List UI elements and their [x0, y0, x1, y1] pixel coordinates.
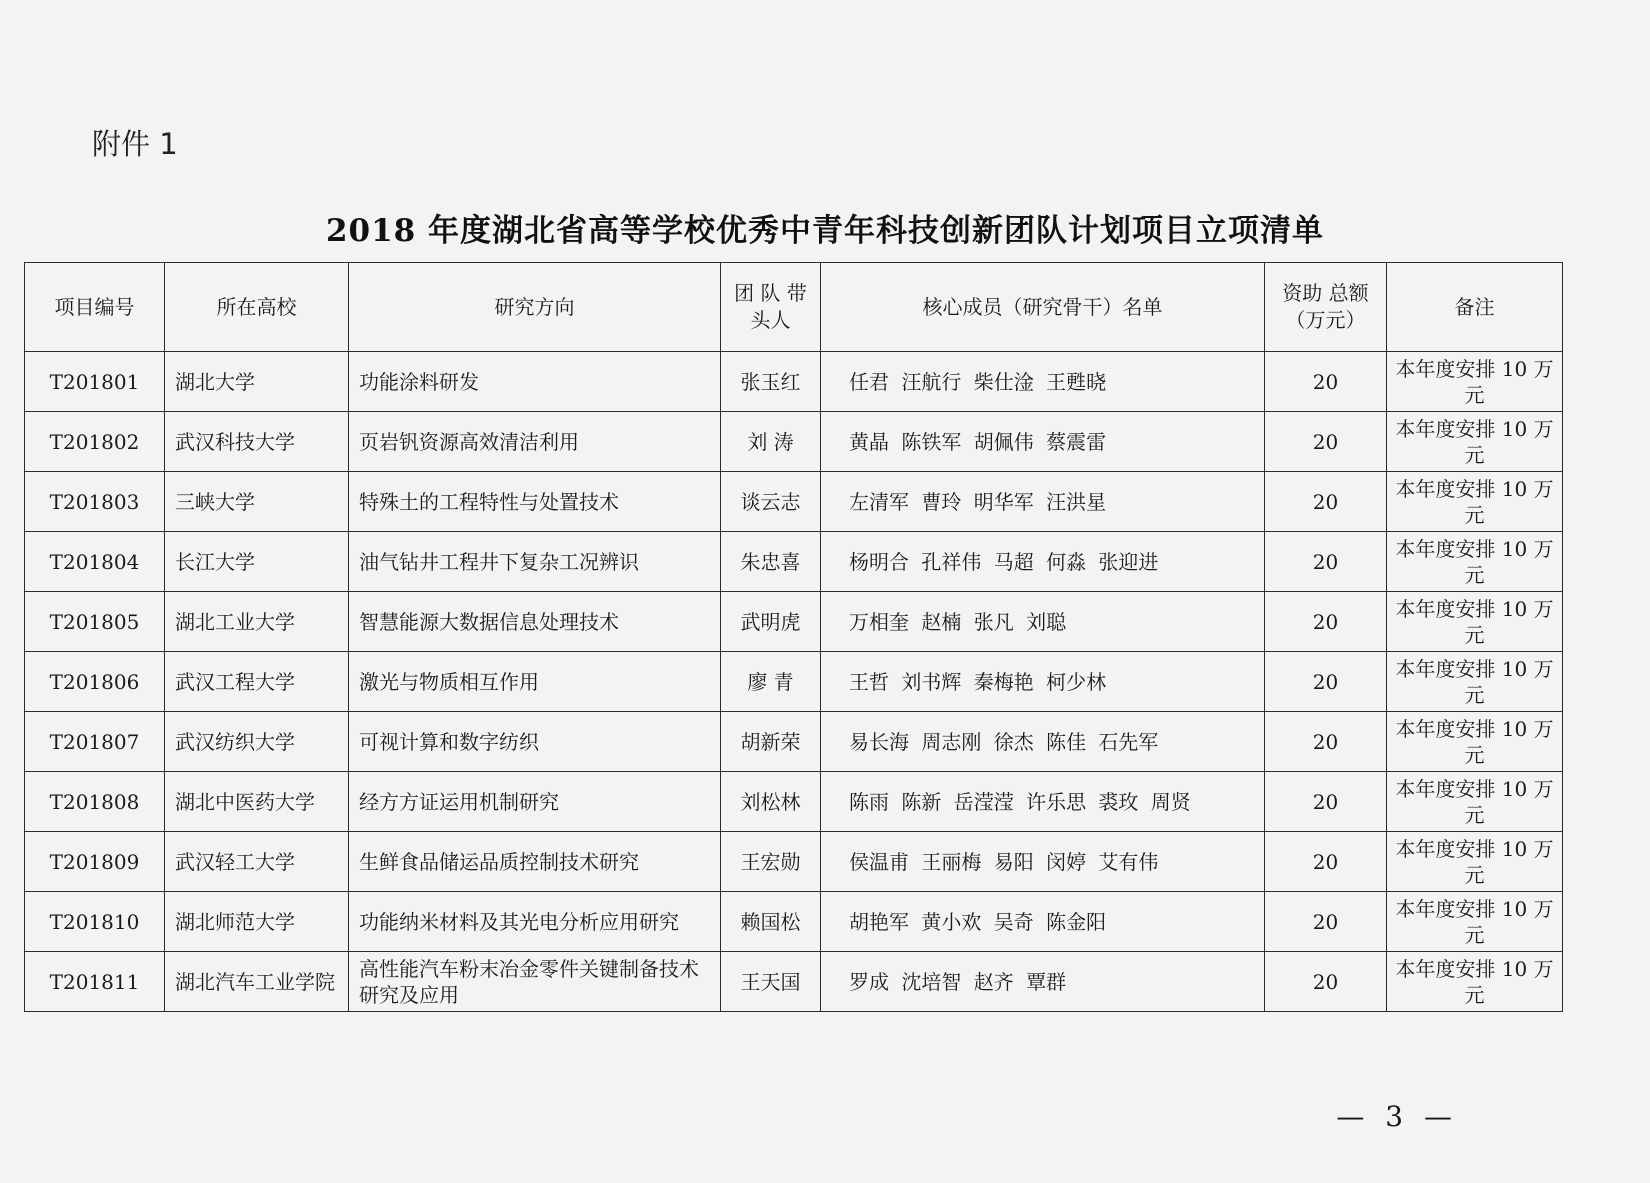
- cell-remark: 本年度安排 10 万元: [1387, 592, 1563, 652]
- cell-university: 湖北师范大学: [165, 892, 349, 952]
- document-title: 2018 年度湖北省高等学校优秀中青年科技创新团队计划项目立项清单: [325, 213, 1325, 249]
- cell-direction: 生鲜食品储运品质控制技术研究: [349, 832, 721, 892]
- header-remark: 备注: [1387, 263, 1563, 352]
- cell-direction: 高性能汽车粉末冶金零件关键制备技术研究及应用: [349, 952, 721, 1012]
- cell-code: T201801: [25, 352, 165, 412]
- cell-funding: 20: [1265, 472, 1387, 532]
- cell-code: T201808: [25, 772, 165, 832]
- cell-direction: 经方方证运用机制研究: [349, 772, 721, 832]
- cell-funding: 20: [1265, 892, 1387, 952]
- project-table: [24, 262, 1563, 1012]
- table-row: [25, 532, 1563, 592]
- attachment-label: 附件 1: [92, 127, 178, 161]
- table-row: [25, 712, 1563, 772]
- cell-code: T201802: [25, 412, 165, 472]
- cell-leader: 廖 青: [721, 652, 821, 712]
- cell-funding: 20: [1265, 532, 1387, 592]
- cell-funding: 20: [1265, 952, 1387, 1012]
- page-number: — 3 —: [1336, 1100, 1458, 1133]
- header-members: 核心成员（研究骨干）名单: [821, 263, 1265, 352]
- cell-university: 三峡大学: [165, 472, 349, 532]
- cell-university: 湖北中医药大学: [165, 772, 349, 832]
- cell-code: T201803: [25, 472, 165, 532]
- cell-funding: 20: [1265, 412, 1387, 472]
- cell-members: 罗成 沈培智 赵齐 覃群: [821, 952, 1265, 1012]
- table-row: [25, 352, 1563, 412]
- cell-members: 侯温甫 王丽梅 易阳 闵婷 艾有伟: [821, 832, 1265, 892]
- cell-members: 黄晶 陈铁军 胡佩伟 蔡震雷: [821, 412, 1265, 472]
- cell-direction: 可视计算和数字纺织: [349, 712, 721, 772]
- cell-funding: 20: [1265, 352, 1387, 412]
- cell-leader: 赖国松: [721, 892, 821, 952]
- cell-leader: 谈云志: [721, 472, 821, 532]
- cell-code: T201807: [25, 712, 165, 772]
- cell-direction: 特殊土的工程特性与处置技术: [349, 472, 721, 532]
- cell-university: 湖北大学: [165, 352, 349, 412]
- cell-direction: 功能纳米材料及其光电分析应用研究: [349, 892, 721, 952]
- cell-direction: 油气钻井工程井下复杂工况辨识: [349, 532, 721, 592]
- header-code: 项目编号: [25, 263, 165, 352]
- cell-members: 任君 汪航行 柴仕淦 王甦晓: [821, 352, 1265, 412]
- cell-remark: 本年度安排 10 万元: [1387, 472, 1563, 532]
- cell-university: 长江大学: [165, 532, 349, 592]
- cell-leader: 王天国: [721, 952, 821, 1012]
- cell-code: T201811: [25, 952, 165, 1012]
- cell-members: 陈雨 陈新 岳滢滢 许乐思 裘玫 周贤: [821, 772, 1265, 832]
- cell-remark: 本年度安排 10 万元: [1387, 892, 1563, 952]
- cell-leader: 胡新荣: [721, 712, 821, 772]
- cell-leader: 王宏勋: [721, 832, 821, 892]
- cell-members: 王哲 刘书辉 秦梅艳 柯少林: [821, 652, 1265, 712]
- cell-code: T201809: [25, 832, 165, 892]
- cell-members: 左清军 曹玲 明华军 汪洪星: [821, 472, 1265, 532]
- cell-code: T201806: [25, 652, 165, 712]
- cell-members: 万相奎 赵楠 张凡 刘聪: [821, 592, 1265, 652]
- cell-university: 武汉轻工大学: [165, 832, 349, 892]
- cell-remark: 本年度安排 10 万元: [1387, 772, 1563, 832]
- table-row: [25, 892, 1563, 952]
- cell-remark: 本年度安排 10 万元: [1387, 352, 1563, 412]
- table-row: [25, 592, 1563, 652]
- header-leader: 团 队 带头人: [721, 263, 821, 352]
- cell-code: T201810: [25, 892, 165, 952]
- header-university: 所在高校: [165, 263, 349, 352]
- cell-direction: 页岩钒资源高效清洁利用: [349, 412, 721, 472]
- header-funding: 资助 总额 （万元）: [1265, 263, 1387, 352]
- table-row: [25, 772, 1563, 832]
- cell-direction: 智慧能源大数据信息处理技术: [349, 592, 721, 652]
- cell-leader: 刘 涛: [721, 412, 821, 472]
- cell-remark: 本年度安排 10 万元: [1387, 412, 1563, 472]
- cell-university: 湖北工业大学: [165, 592, 349, 652]
- cell-funding: 20: [1265, 712, 1387, 772]
- cell-remark: 本年度安排 10 万元: [1387, 652, 1563, 712]
- table-row: [25, 472, 1563, 532]
- cell-university: 武汉科技大学: [165, 412, 349, 472]
- cell-direction: 激光与物质相互作用: [349, 652, 721, 712]
- cell-university: 武汉工程大学: [165, 652, 349, 712]
- cell-leader: 刘松林: [721, 772, 821, 832]
- table-row: [25, 412, 1563, 472]
- header-row: [25, 263, 1563, 352]
- cell-direction: 功能涂料研发: [349, 352, 721, 412]
- cell-remark: 本年度安排 10 万元: [1387, 532, 1563, 592]
- cell-university: 湖北汽车工业学院: [165, 952, 349, 1012]
- header-direction: 研究方向: [349, 263, 721, 352]
- cell-funding: 20: [1265, 832, 1387, 892]
- cell-code: T201805: [25, 592, 165, 652]
- cell-members: 杨明合 孔祥伟 马超 何淼 张迎进: [821, 532, 1265, 592]
- cell-leader: 朱忠喜: [721, 532, 821, 592]
- cell-university: 武汉纺织大学: [165, 712, 349, 772]
- cell-funding: 20: [1265, 772, 1387, 832]
- cell-funding: 20: [1265, 592, 1387, 652]
- cell-leader: 张玉红: [721, 352, 821, 412]
- cell-remark: 本年度安排 10 万元: [1387, 712, 1563, 772]
- table-row: [25, 832, 1563, 892]
- cell-remark: 本年度安排 10 万元: [1387, 832, 1563, 892]
- table-row: [25, 952, 1563, 1012]
- cell-members: 易长海 周志刚 徐杰 陈佳 石先军: [821, 712, 1265, 772]
- cell-leader: 武明虎: [721, 592, 821, 652]
- cell-funding: 20: [1265, 652, 1387, 712]
- cell-remark: 本年度安排 10 万元: [1387, 952, 1563, 1012]
- table-row: [25, 652, 1563, 712]
- cell-code: T201804: [25, 532, 165, 592]
- cell-members: 胡艳军 黄小欢 吴奇 陈金阳: [821, 892, 1265, 952]
